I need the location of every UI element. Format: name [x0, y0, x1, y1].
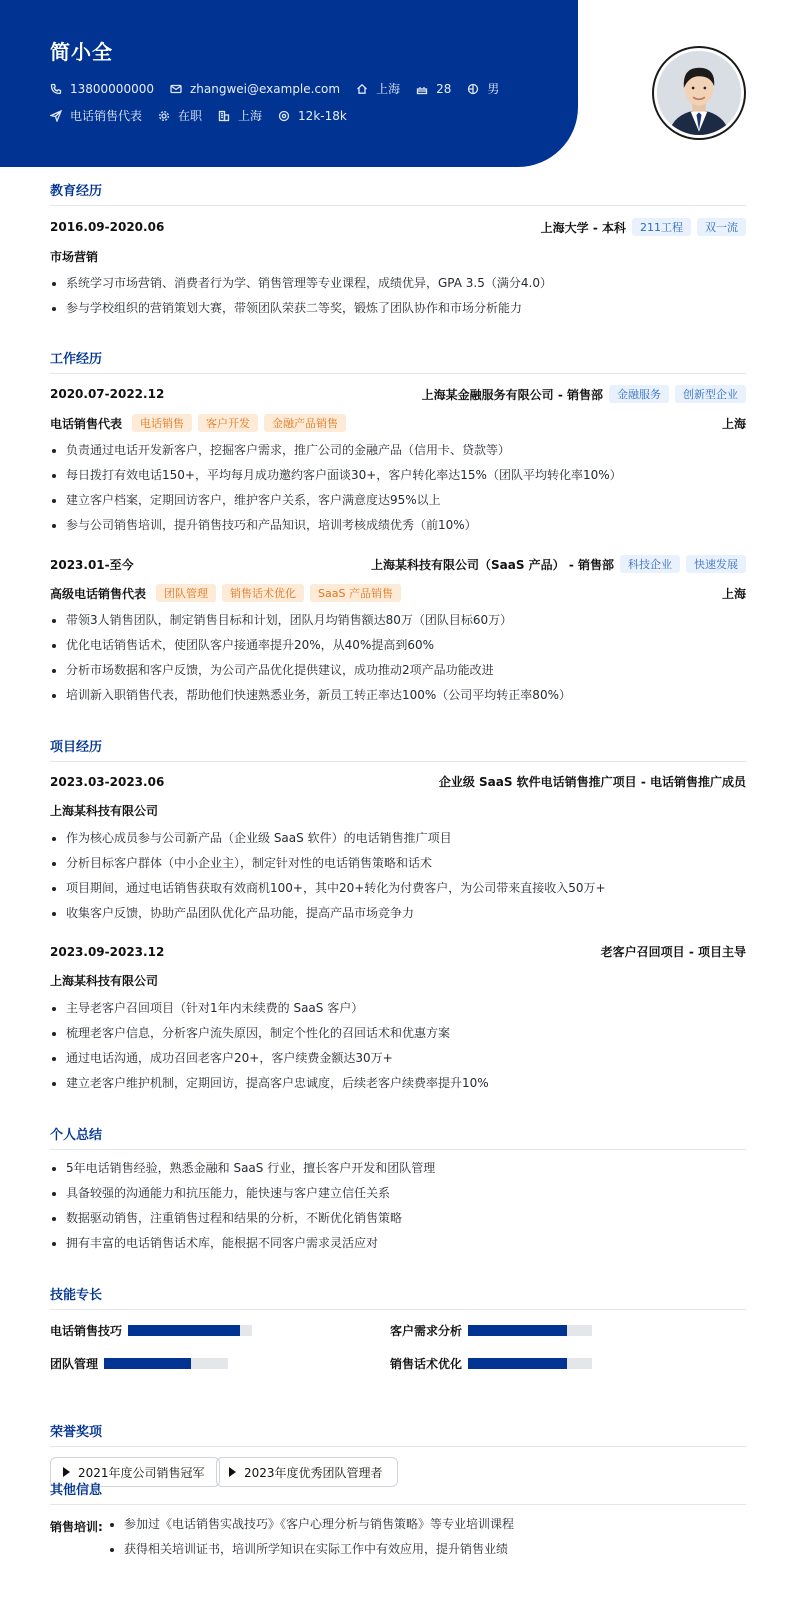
job-location: 上海: [721, 416, 746, 431]
company-tag: 金融服务: [609, 385, 669, 403]
list-item: 培训新入职销售代表，帮助他们快速熟悉业务，新员工转正率达100%（公司平均转正率80%）: [50, 683, 746, 708]
play-icon: [63, 1467, 70, 1477]
job-header-row: [50, 385, 746, 403]
skill-name: 销售话术优化: [390, 1357, 463, 1371]
project-org-row: [50, 802, 746, 819]
role-tag: 客户开发: [198, 414, 258, 432]
job-role-row: [50, 584, 746, 602]
job-item: [50, 107, 142, 124]
section-title-awards: 荣誉奖项: [50, 1421, 746, 1447]
project-org: 上海某科技有限公司: [50, 804, 159, 818]
skill-item: [50, 1322, 252, 1339]
target-city-item: [218, 107, 262, 124]
project-date: 2023.03-2023.06: [50, 774, 165, 789]
list-item: 分析市场数据和客户反馈，为公司产品优化提供建议，成功推动2项产品功能改进: [50, 658, 746, 683]
role-tag: 电话销售: [132, 414, 192, 432]
project-org-row: [50, 972, 746, 989]
list-item: 作为核心成员参与公司新产品（企业级 SaaS 软件）的电话销售推广项目: [50, 826, 746, 851]
skill-bar-fill: [468, 1325, 567, 1336]
company-name: 上海某科技有限公司（SaaS 产品） - 销售部: [371, 557, 614, 572]
project-header-row: [50, 943, 746, 960]
list-item: 获得相关培训证书，培训所学知识在实际工作中有效应用，提升销售业绩: [108, 1537, 746, 1562]
list-item: 数据驱动销售，注重销售过程和结果的分析，不断优化销售策略: [50, 1206, 746, 1231]
job-role: 电话销售代表: [50, 416, 123, 431]
portrait-photo: [657, 51, 741, 135]
list-item: 收集客户反馈，协助产品团队优化产品功能，提高产品市场竞争力: [50, 901, 746, 926]
section-title-projects: 项目经历: [50, 736, 746, 762]
salary-text: 12k-18k: [298, 108, 347, 123]
age-text: 28: [436, 81, 452, 96]
skill-bar-fill: [468, 1358, 567, 1369]
job-location: 上海: [721, 586, 746, 601]
list-item: 拥有丰富的电话销售话术库，能根据不同客户需求灵活应对: [50, 1231, 746, 1256]
project-name: 企业级 SaaS 软件电话销售推广项目 - 电话销售推广成员: [438, 775, 746, 789]
role-tag: 销售话术优化: [222, 584, 304, 602]
skill-item: [390, 1322, 592, 1339]
skill-bar-fill: [104, 1358, 191, 1369]
contact-row: [50, 80, 515, 97]
job-title: 电话销售代表: [70, 109, 143, 123]
company-tag: 快速发展: [686, 555, 746, 573]
home-icon: [356, 83, 368, 95]
list-item: 主导老客户召回项目（针对1年内未续费的 SaaS 客户）: [50, 996, 746, 1021]
award-text: 2021年度公司销售冠军: [78, 1465, 205, 1480]
section-title-work: 工作经历: [50, 348, 746, 374]
candidate-name: 简小全: [50, 40, 113, 64]
list-item: 参与学校组织的营销策划大赛，带领团队荣获二等奖，锻炼了团队协作和市场分析能力: [50, 296, 746, 321]
list-item: 分析目标客户群体（中小企业主），制定针对性的电话销售策略和话术: [50, 851, 746, 876]
phone-item: [50, 82, 154, 96]
other-label: 销售培训:: [50, 1520, 103, 1534]
education-major-row: [50, 248, 746, 265]
job-bullets: [50, 438, 746, 538]
send-icon: [50, 110, 62, 122]
section-title-summary: 个人总结: [50, 1124, 746, 1150]
skill-bar: [104, 1358, 228, 1369]
list-item: 优化电话销售话术，使团队客户接通率提升20%，从40%提高到60%: [50, 633, 746, 658]
other-bullets: [108, 1512, 746, 1562]
salary-item: [278, 109, 347, 123]
list-item: 每日拨打有效电话150+，平均每月成功邀约客户面谈30+，客户转化率达15%（团队平均转化率10%）: [50, 463, 746, 488]
role-tag: SaaS 产品销售: [310, 584, 401, 602]
list-item: 5年电话销售经验，熟悉金融和 SaaS 行业，擅长客户开发和团队管理: [50, 1156, 746, 1181]
intent-row: [50, 107, 363, 124]
target-city-text: 上海: [238, 109, 263, 123]
job-header-row: [50, 555, 746, 573]
phone-number: 13800000000: [70, 81, 154, 96]
status-text: 在职: [178, 109, 203, 123]
school-tag: 211工程: [632, 218, 691, 236]
project-bullets: [50, 826, 746, 926]
list-item: 建立客户档案，定期回访客户，维护客户关系，客户满意度达95%以上: [50, 488, 746, 513]
project-date: 2023.09-2023.12: [50, 944, 165, 959]
email-address: zhangwei@example.com: [189, 81, 341, 96]
company-tag: 创新型企业: [675, 385, 746, 403]
project-name: 老客户召回项目 - 项目主导: [600, 945, 746, 959]
gender-icon: [467, 83, 479, 95]
section-title-skills: 技能专长: [50, 1284, 746, 1310]
building-icon: [218, 110, 230, 122]
job-date: 2020.07-2022.12: [50, 387, 165, 401]
city-item: [356, 80, 400, 97]
phone-icon: [50, 83, 62, 95]
role-tag: 团队管理: [156, 584, 216, 602]
award-text: 2023年度优秀团队管理者: [244, 1465, 383, 1480]
section-title-education: 教育经历: [50, 180, 746, 206]
skill-name: 团队管理: [50, 1357, 99, 1371]
skill-name: 客户需求分析: [390, 1324, 463, 1338]
job-date: 2023.01-至今: [50, 557, 134, 572]
company-tag: 科技企业: [620, 555, 680, 573]
list-item: 参加过《电话销售实战技巧》《客户心理分析与销售策略》等专业培训课程: [108, 1512, 746, 1537]
list-item: 负责通过电话开发新客户，挖掘客户需求，推广公司的金融产品（信用卡、贷款等）: [50, 438, 746, 463]
skill-bar: [128, 1325, 252, 1336]
list-item: 梳理老客户信息，分析客户流失原因，制定个性化的召回话术和优惠方案: [50, 1021, 746, 1046]
gear-icon: [158, 110, 170, 122]
education-header-row: [50, 218, 746, 236]
mail-icon: [170, 83, 182, 95]
list-item: 具备较强的沟通能力和抗压能力，能快速与客户建立信任关系: [50, 1181, 746, 1206]
age-item: [416, 82, 451, 96]
role-tag: 金融产品销售: [264, 414, 346, 432]
skill-item: [50, 1355, 228, 1372]
skill-bar: [468, 1325, 592, 1336]
resume-header: [0, 0, 578, 167]
gender-text: 男: [487, 82, 500, 96]
list-item: 带领3人销售团队，制定销售目标和计划，团队月均销售额达80万（团队目标60万）: [50, 608, 746, 633]
job-role-row: [50, 414, 746, 432]
coin-icon: [278, 110, 290, 122]
skill-item: [390, 1355, 592, 1372]
company-name: 上海某金融服务有限公司 - 销售部: [421, 387, 603, 402]
skill-bar-fill: [128, 1325, 240, 1336]
summary-bullets: [50, 1156, 746, 1256]
school-name: 上海大学 - 本科: [540, 220, 626, 235]
project-header-row: [50, 773, 746, 790]
job-bullets: [50, 608, 746, 708]
project-bullets: [50, 996, 746, 1096]
education-bullets: [50, 271, 746, 321]
play-icon: [229, 1467, 236, 1477]
job-role: 高级电话销售代表: [50, 586, 147, 601]
list-item: 参与公司销售培训，提升销售技巧和产品知识，培训考核成绩优秀（前10%）: [50, 513, 746, 538]
city-text: 上海: [376, 82, 401, 96]
avatar: [652, 46, 746, 140]
email-item: [170, 82, 340, 96]
list-item: 项目期间，通过电话销售获取有效商机100+，其中20+转化为付费客户，为公司带来直接收入50万+: [50, 876, 746, 901]
gender-item: [467, 80, 499, 97]
project-org: 上海某科技有限公司: [50, 974, 159, 988]
skill-name: 电话销售技巧: [50, 1324, 123, 1338]
education-date: 2016.09-2020.06: [50, 220, 165, 234]
list-item: 通过电话沟通，成功召回老客户20+，客户续费金额达30万+: [50, 1046, 746, 1071]
skill-bar: [468, 1358, 592, 1369]
status-item: [158, 107, 202, 124]
major-name: 市场营销: [50, 250, 99, 264]
cake-icon: [416, 83, 428, 95]
section-title-other: 其他信息: [50, 1479, 746, 1505]
school-tag: 双一流: [697, 218, 746, 236]
list-item: 建立老客户维护机制，定期回访，提高客户忠诚度，后续老客户续费率提升10%: [50, 1071, 746, 1096]
list-item: 系统学习市场营销、消费者行为学、销售管理等专业课程，成绩优异，GPA 3.5（满分4.0）: [50, 271, 746, 296]
